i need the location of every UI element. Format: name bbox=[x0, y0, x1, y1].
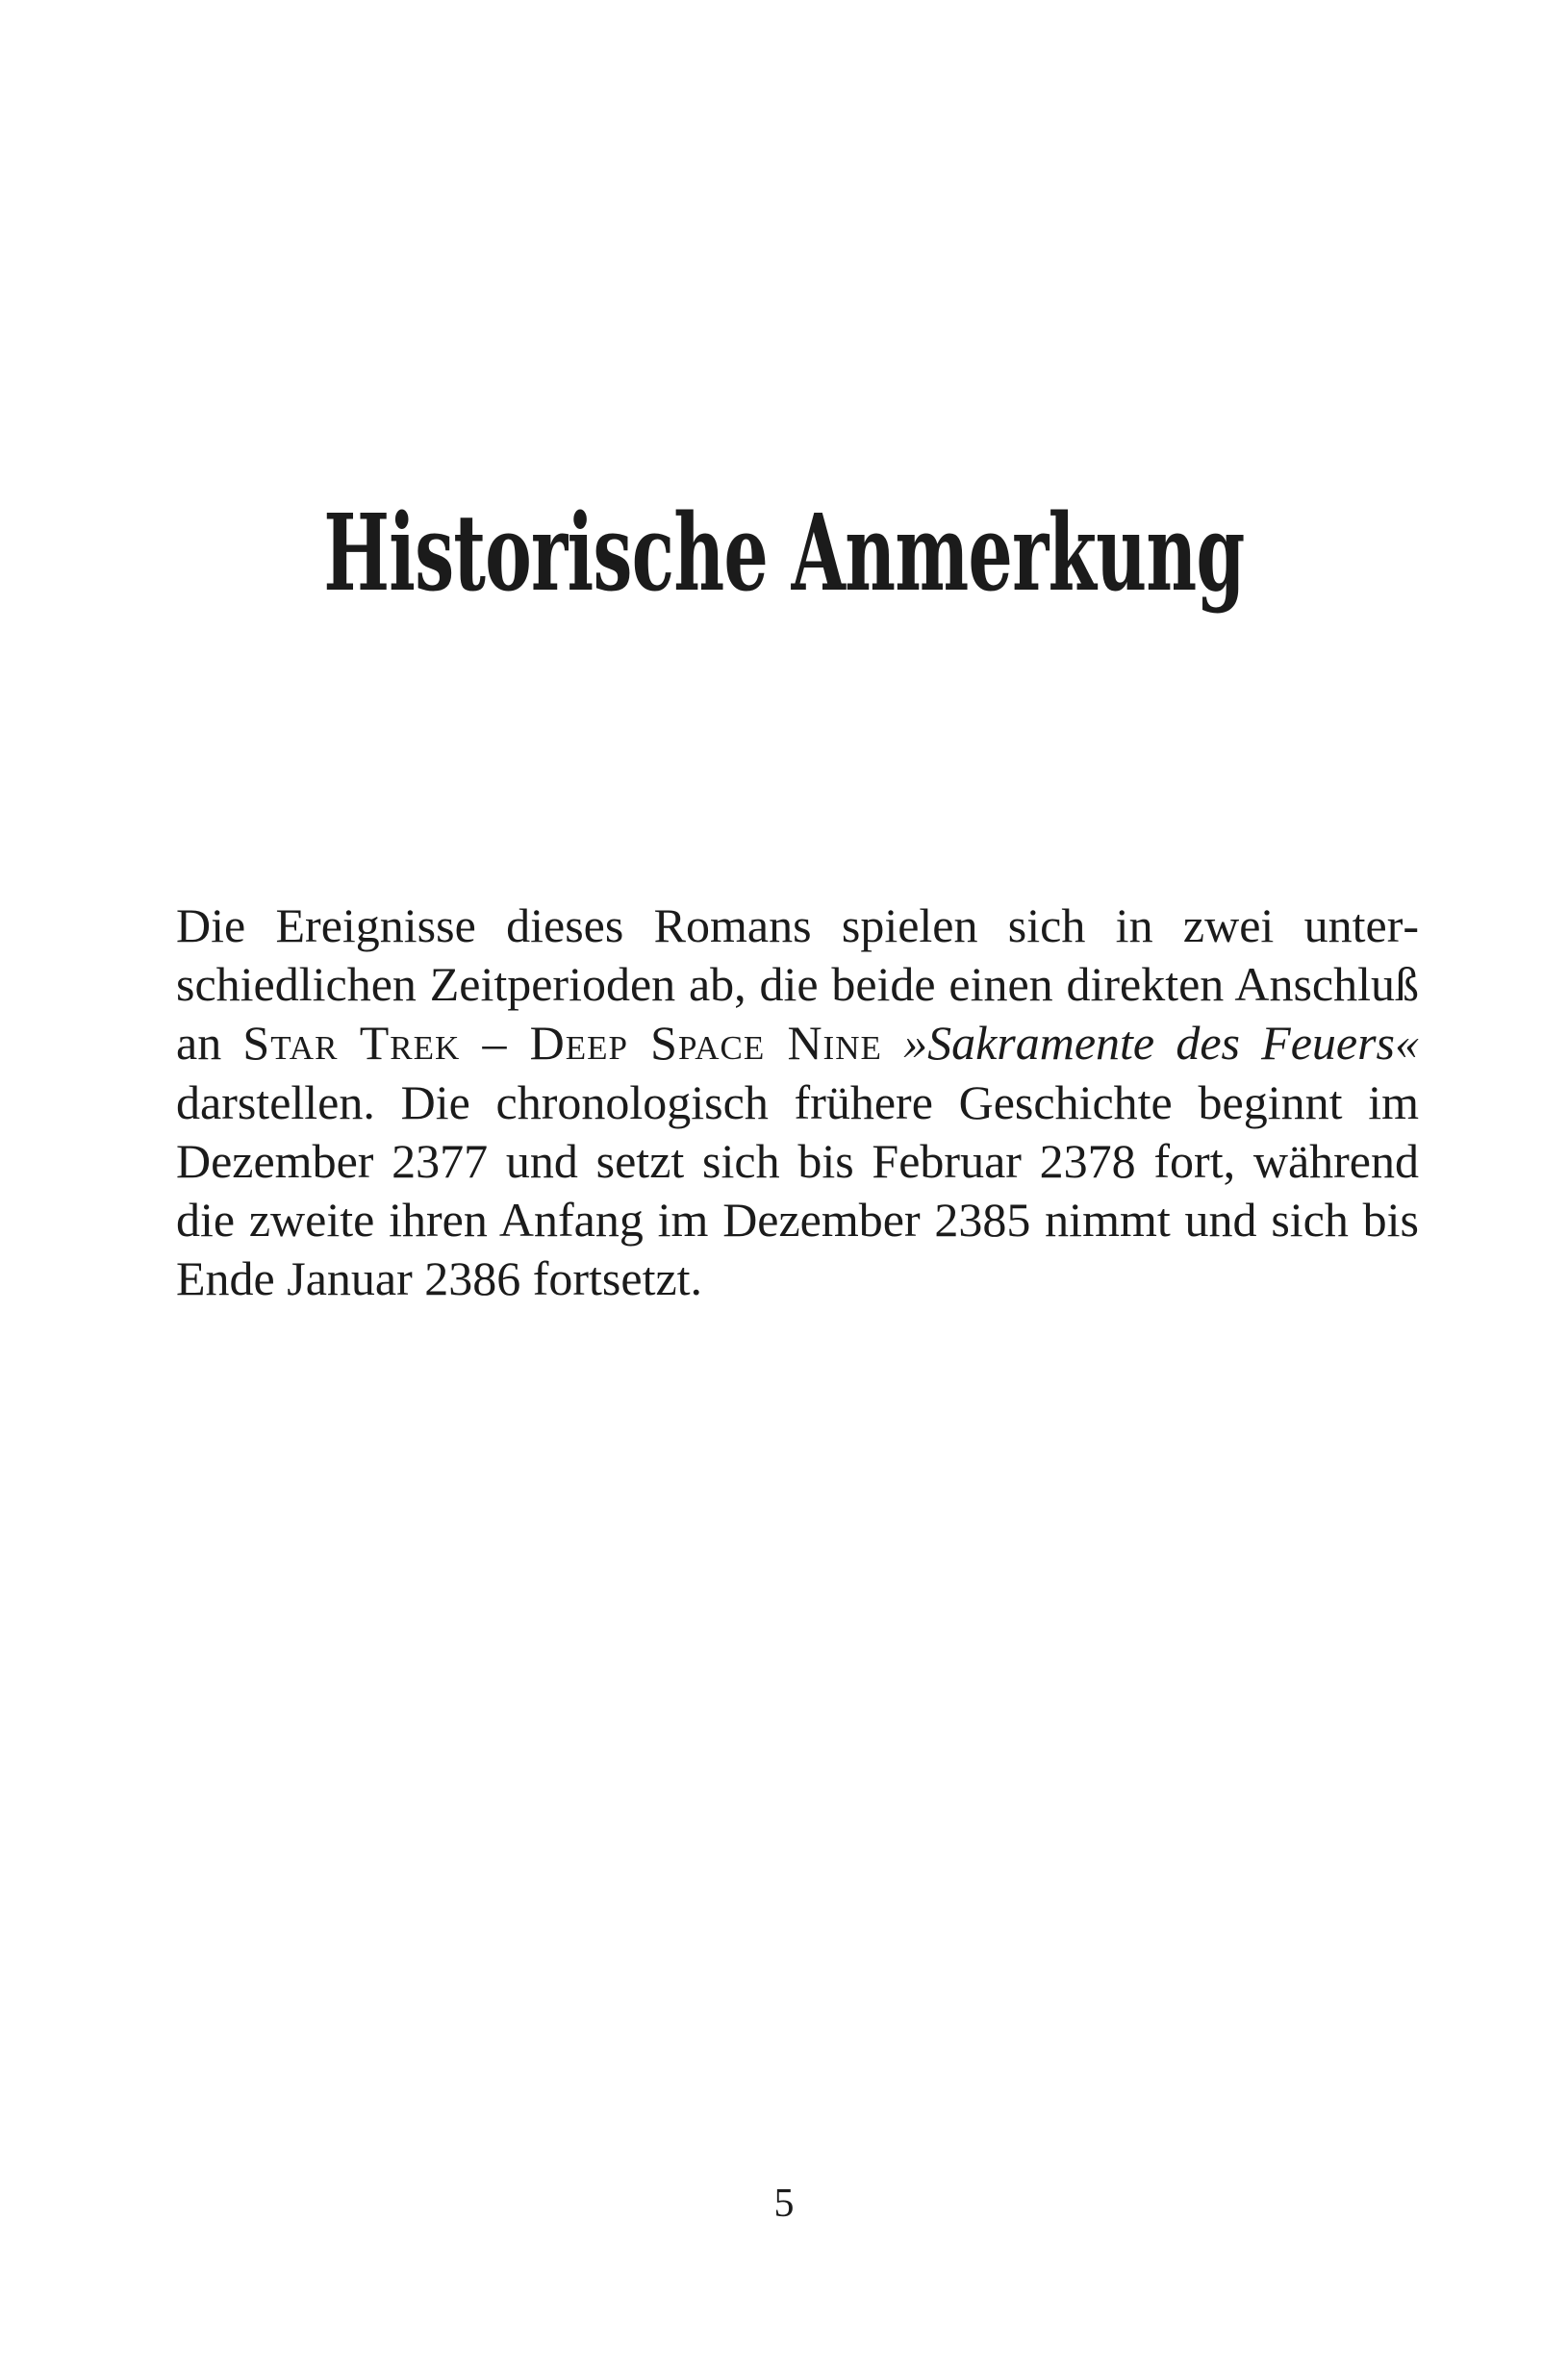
book-title-reference: »Sakramente des Feuers« bbox=[903, 1016, 1420, 1071]
paragraph-space bbox=[882, 1016, 903, 1070]
series-name: Star Trek – Deep Space Nine bbox=[242, 1016, 882, 1071]
page-number: 5 bbox=[773, 2182, 795, 2226]
paragraph-text-start: Die Ereignisse dieses Romans spielen sich in zwei unterschiedlichen Zeitperioden ab, die beide einen direkten Anschluß an bbox=[176, 898, 1419, 1071]
page-title: Historische Anmerkung bbox=[323, 491, 1245, 615]
body-paragraph bbox=[176, 896, 1419, 1308]
paragraph-text-end: darstellen. Die chronologisch frühere Geschichte beginnt im Dezember 2377 und setzt sich bis Februar 2378 fort, während die zweite ihren Anfang im Dezember 2385 nimmt und sich bis Ende Januar 2386 fortsetzt. bbox=[176, 1074, 1419, 1306]
